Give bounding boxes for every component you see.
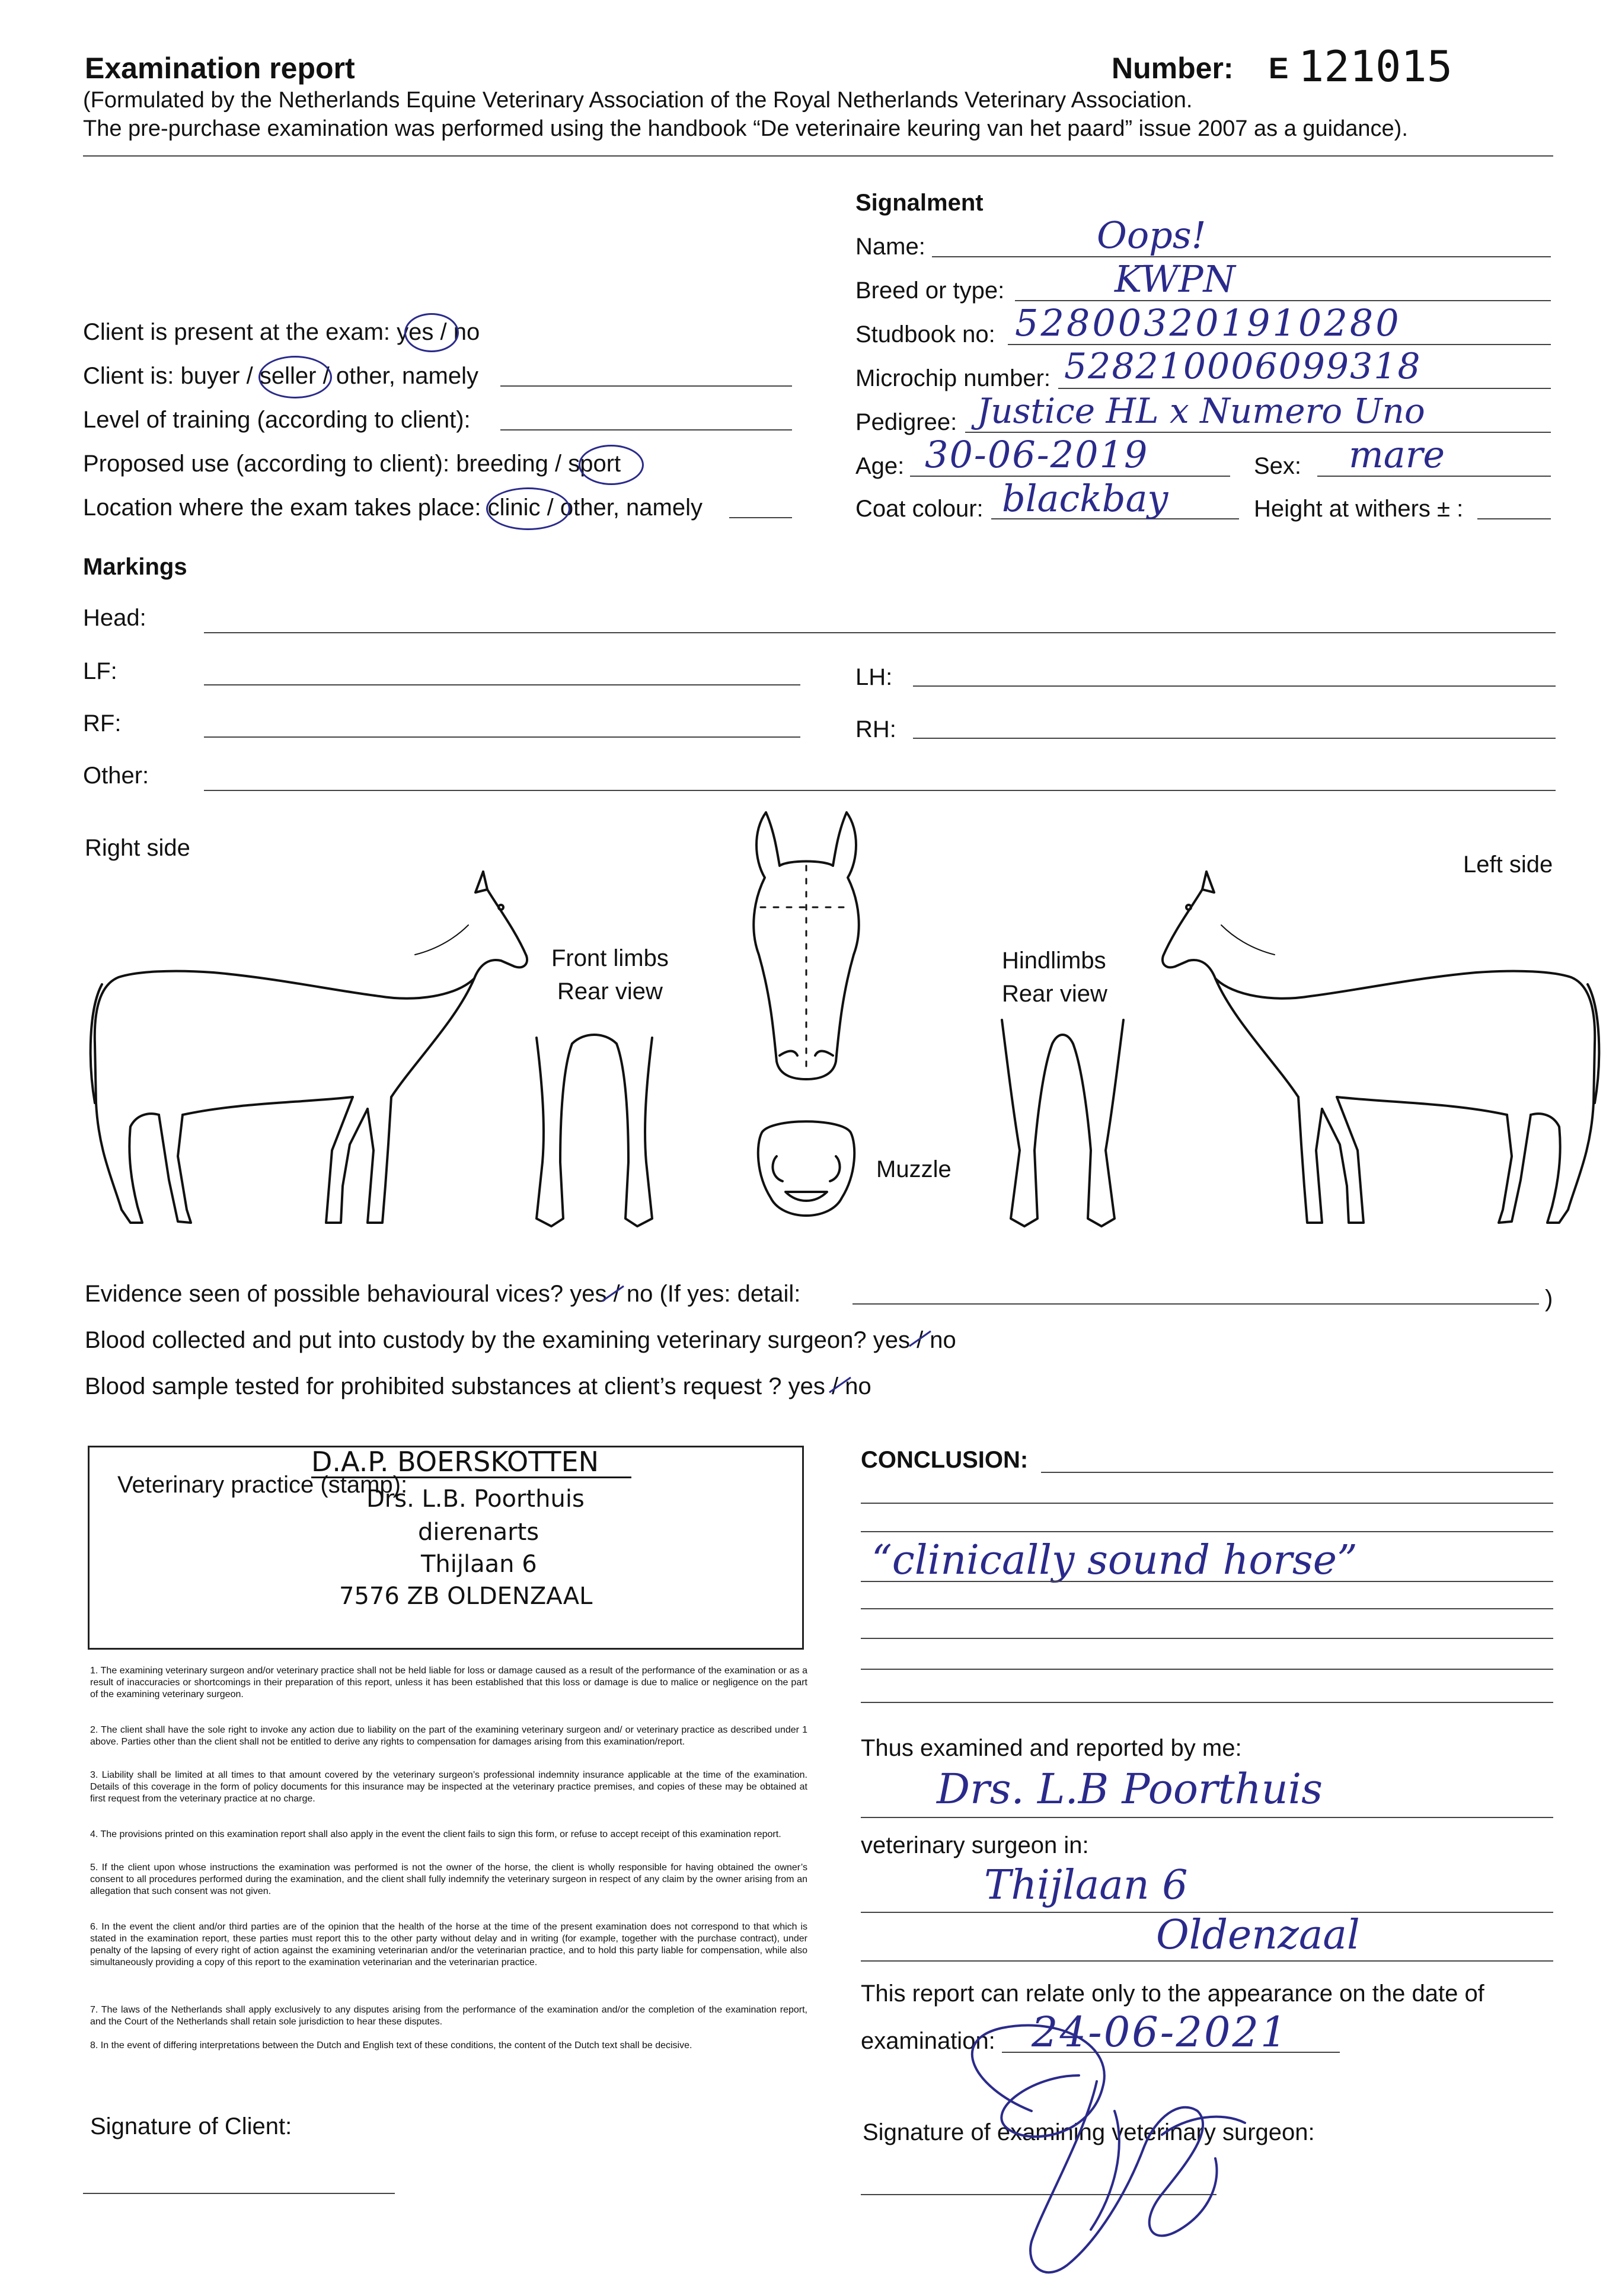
exam-date-value: 24-06-2021 xyxy=(1032,2008,1289,2056)
conclusion-label: CONCLUSION: xyxy=(861,1447,1029,1473)
condition-2: 2. The client shall have the sole right to invoke any action due to liability on the part of the examining veterinary surgeon and/ or veterinary practice as described under 1 above. Parties other than the client shall not be entitled to derive any rights to compensation for damages arising from this examination/report. xyxy=(90,1725,807,1747)
sex-value: mare xyxy=(1349,433,1445,476)
muzzle-label: Muzzle xyxy=(876,1156,952,1182)
header-subtitle-1: (Formulated by the Netherlands Equine Veterinary Association of the Royal Netherlands Veterinary Association. xyxy=(83,88,1193,113)
pedigree-value: Justice HL x Numero Uno xyxy=(977,391,1425,431)
condition-3: 3. Liability shall be limited at all times to that amount covered by the veterinary surgeon’s professional indemnity insurance applicable at the time of the examination. Details of this coverage in the form of policy documents for this insurance may be inspected at the veterinary practice premises, and copies of these may be obtained at first request from the veterinary practice at no charge. xyxy=(90,1770,807,1804)
surgeon-in-line-2: Oldenzaal xyxy=(1156,1912,1360,1959)
vet-signature-label: Signature of examining veterinary surgeon: xyxy=(863,2119,1315,2145)
number-label: Number: xyxy=(1112,52,1234,85)
practice-label: Veterinary practice (stamp): xyxy=(117,1472,408,1498)
number-prefix: E xyxy=(1269,52,1289,85)
condition-6: 6. In the event the client and/or third parties are of the opinion that the health of the horse at the time of the present examination does not correspond to that which is stated in the examination report, these parties must report this to the other party without delay and in writing (for example, together with the purchase contract), under penalty of the lapsing of every right of action against the examining veterinarian and/or the veterinarian practice, and to hold this party liable for compensation, while also simultaneously providing a copy of this report to the examination veterinarian and the veterinarian practice. xyxy=(90,1922,807,1967)
surgeon-in-label: veterinary surgeon in: xyxy=(861,1832,1089,1858)
blood-tested-question: Blood sample tested for prohibited substances at client’s request ? yes / no xyxy=(85,1373,871,1399)
coat-label: Coat colour: xyxy=(855,496,984,522)
stamp-line-4: Thijlaan 6 xyxy=(421,1551,537,1578)
pedigree-label: Pedigree: xyxy=(855,409,957,435)
client-use: Proposed use (according to client): breeding / sport xyxy=(83,451,621,477)
client-training: Level of training (according to client): xyxy=(83,407,471,433)
coat-value: blackbay xyxy=(1002,477,1168,520)
examined-by-label: Thus examined and reported by me: xyxy=(861,1735,1242,1761)
breed-value: KWPN xyxy=(1115,257,1235,301)
condition-5: 5. If the client upon whose instructions the examination was performed is not the owner of the horse, the client is wholly responsible for having obtained the owner’s consent to all procedures performed during the examination, and the client shall fully indemnify the veterinary surgeon in respect of any claim by the owner arising from an allegation that such consent was not given. xyxy=(90,1863,807,1896)
age-value: 30-06-2019 xyxy=(925,433,1149,476)
left-side-label: Left side xyxy=(1463,852,1553,878)
microchip-label: Microchip number: xyxy=(855,365,1051,391)
other-label: Other: xyxy=(83,763,149,789)
front-limbs-rear-view-label: Rear view xyxy=(557,978,663,1004)
stamp-line-2: Drs. L.B. Poorthuis xyxy=(366,1485,585,1513)
rh-label: RH: xyxy=(855,716,896,742)
condition-4: 4. The provisions printed on this examination report shall also apply in the event the client fails to sign this form, or refuse to accept receipt of this examination report. xyxy=(90,1829,781,1839)
client-location: Location where the exam takes place: clinic / other, namely xyxy=(83,495,703,521)
microchip-value: 528210006099318 xyxy=(1064,346,1422,387)
height-label: Height at withers ± : xyxy=(1254,496,1464,522)
report-note: This report can relate only to the appearance on the date of xyxy=(861,1981,1484,2007)
right-side-label: Right side xyxy=(85,835,190,861)
stamp-line-5: 7576 ZB OLDENZAAL xyxy=(339,1583,593,1610)
condition-7: 7. The laws of the Netherlands shall apply exclusively to any disputes arising from the performance of the examination and/or the completion of the examination report, and the Court of the Netherlands shall retain sole jurisdiction to hear these disputes. xyxy=(90,2005,807,2027)
studbook-label: Studbook no: xyxy=(855,321,995,347)
name-label: Name: xyxy=(855,234,925,260)
conclusion-value: “clinically sound horse” xyxy=(871,1537,1358,1584)
condition-1: 1. The examining veterinary surgeon and/or veterinary practice shall not be held liable for loss or damage caused as a result of the performance of the examination or as a result of inaccuracies or shortcomings in their preparation of this report, unless it has been established that this loss or damage is due to malice or negligence on the part of the examining veterinary surgeon. xyxy=(90,1666,807,1699)
stamp-line-1: D.A.P. BOERSKOTTEN xyxy=(311,1446,599,1478)
head-label: Head: xyxy=(83,605,146,631)
stamp-line-3: dierenarts xyxy=(418,1519,539,1546)
client-is: Client is: buyer / seller / other, namely xyxy=(83,363,478,389)
client-signature-line xyxy=(83,2193,395,2194)
markings-heading: Markings xyxy=(83,554,187,580)
report-number: 121015 xyxy=(1298,42,1453,91)
blood-collected-question: Blood collected and put into custody by the examining veterinary surgeon? yes / no xyxy=(85,1327,956,1353)
vices-question: Evidence seen of possible behavioural vices? yes / no (If yes: detail: xyxy=(85,1281,801,1307)
hindlimbs-label: Hindlimbs xyxy=(1002,948,1106,974)
lh-label: LH: xyxy=(855,664,893,690)
client-present: Client is present at the exam: yes / no xyxy=(83,319,480,345)
breed-label: Breed or type: xyxy=(855,278,1005,304)
hindlimbs-rear-view-label: Rear view xyxy=(1002,981,1107,1007)
studbook-value: 528003201910280 xyxy=(1015,301,1401,345)
examined-by-value: Drs. L.B Poorthuis xyxy=(937,1765,1323,1813)
surgeon-in-line-1: Thijlaan 6 xyxy=(984,1862,1188,1909)
age-label: Age: xyxy=(855,453,905,479)
front-limbs-label: Front limbs xyxy=(551,945,669,971)
lf-label: LF: xyxy=(83,658,117,684)
exam-date-label: examination: xyxy=(861,2028,995,2054)
rf-label: RF: xyxy=(83,710,122,736)
client-signature-label: Signature of Client: xyxy=(90,2113,292,2139)
header-subtitle-2: The pre-purchase examination was performed using the handbook “De veterinaire keuring van het paard” issue 2007 as a guidance). xyxy=(83,116,1408,141)
sex-label: Sex: xyxy=(1254,453,1302,479)
name-value: Oops! xyxy=(1097,213,1206,257)
signalment-heading: Signalment xyxy=(855,190,984,216)
condition-8: 8. In the event of differing interpretations between the Dutch and English text of these conditions, the content of the Dutch text shall be decisive. xyxy=(90,2040,692,2051)
vices-close-paren: ) xyxy=(1545,1286,1553,1312)
report-title: Examination report xyxy=(85,52,355,85)
